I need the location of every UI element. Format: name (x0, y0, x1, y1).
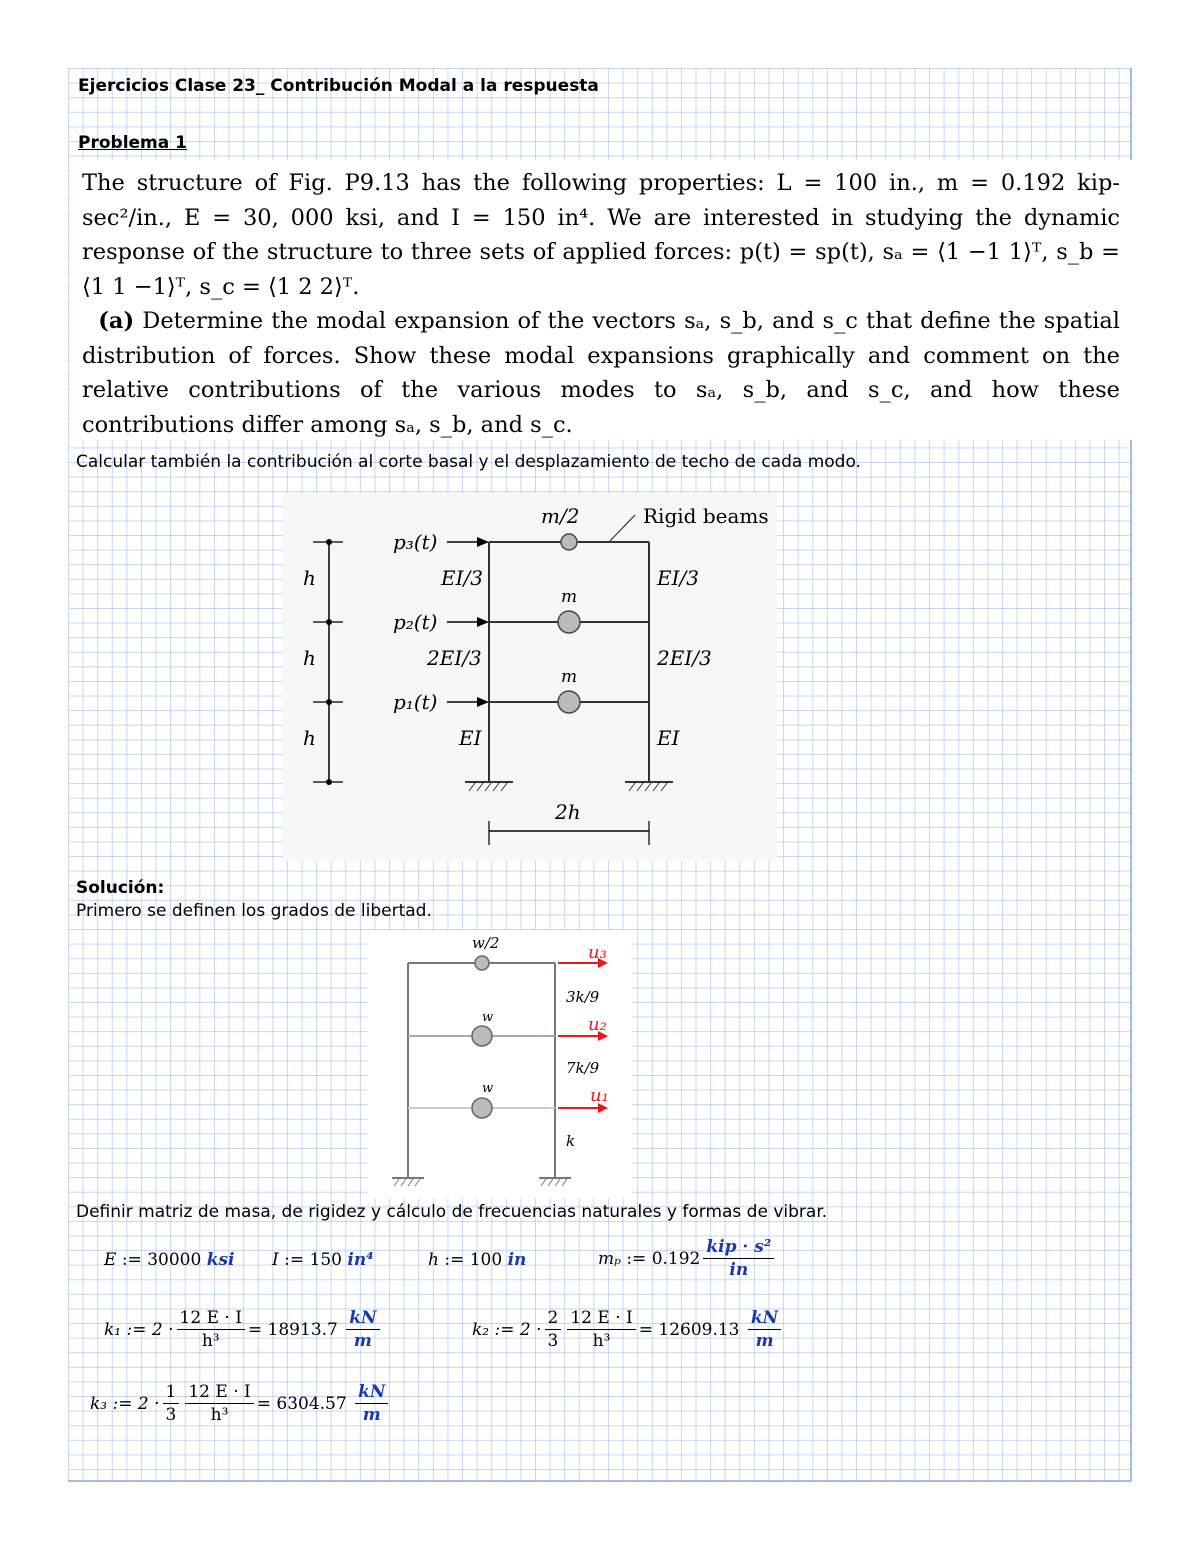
roof-mass-label: m/2 (541, 504, 580, 528)
instruction-note: Calcular también la contribución al corte basal y el desplazamiento de techo de cada modo. (76, 452, 861, 472)
force-label-p3: p₃(t) (393, 530, 438, 554)
stiffness-label-3: 3k/9 (566, 988, 600, 1006)
right-fixed-support (539, 1178, 571, 1186)
dof-label-u2: u₂ (588, 1014, 607, 1035)
stiffness-label-2-right: 2EI/3 (657, 646, 712, 670)
frame-figure (283, 493, 777, 861)
page-title: Ejercicios Clase 23_ Contribución Modal a la respuesta (78, 76, 599, 96)
equation-k1: k₁ := 2 · $\frac{12 E \cdot I}{\text{h³}}$ = 18913.7 $\frac{kN}{m}$ (104, 1307, 383, 1352)
equation-k3: k₃ := 2 · $\frac{1}{3}$ $\frac{12 E \cdot I}{\text{h³}}$ = 6304.57 $\frac{kN}{m}$ (90, 1381, 391, 1426)
solution-text: Primero se definen los grados de libertad. (76, 901, 432, 921)
equation-mp: mₚ := 0.192 $\frac{\text{kip · s²}}{in}$ (598, 1236, 777, 1281)
dof-label-u1: u₁ (590, 1085, 609, 1106)
stiffness-label-1: k (566, 1132, 576, 1150)
part-a-text: Determine the modal expansion of the vectors sₐ, s_b, and s_c that define the spatial distribution of forces. Show these modal expansions graphically and comment on the relative contributions of the various modes to sₐ, s_b, and s_c, and how these contributions differ among sₐ, s_b, and s_c. (82, 308, 1121, 438)
stiffness-label-2-left: 2EI/3 (427, 646, 482, 670)
roof-mass-circle (561, 534, 577, 550)
book-paragraph-1: The structure of Fig. P9.13 has the following properties: L = 100 in., m = 0.192 kip-sec²/in., E = 30, 000 ksi, and I = 150 in⁴. We are interested in studying the dynamic response of the structure to three sets of applied forces: p(t) = sp(t), sₐ = ⟨1 −1 1⟩ᵀ, s_b = ⟨1 1 −1⟩ᵀ, s_c = ⟨1 2 2⟩ᵀ. (82, 170, 1120, 300)
span-label: 2h (555, 800, 581, 824)
equation-I: I := 150 in⁴ (272, 1250, 374, 1270)
force-arrow-p2 (447, 617, 489, 627)
stiffness-label-2: 7k/9 (566, 1059, 600, 1077)
floor-1-weight-label: w (482, 1081, 494, 1096)
definition-text: Definir matriz de masa, de rigidez y cálculo de frecuencias naturales y formas de vibrar. (76, 1202, 828, 1222)
floor-2-weight-label: w (482, 1010, 494, 1025)
floor-1-weight-circle (472, 1098, 492, 1118)
height-label-1: h (303, 726, 316, 750)
right-fixed-support (625, 782, 673, 791)
rigid-beams-leader (609, 515, 635, 542)
part-a-label: (a) (98, 308, 135, 334)
floor-1-mass-label: m (561, 667, 578, 687)
dof-label-u3: u₃ (588, 942, 607, 963)
roof-weight-label: w/2 (472, 934, 500, 952)
problem-heading: Problema 1 (78, 133, 187, 153)
force-label-p1: p₁(t) (393, 690, 438, 714)
floor-2-weight-circle (472, 1026, 492, 1046)
book-excerpt (70, 160, 1132, 440)
book-paragraph-2 (82, 304, 1120, 442)
stiffness-label-3-right: EI/3 (657, 566, 699, 590)
left-fixed-support (465, 782, 513, 791)
stiffness-label-3-left: EI/3 (441, 566, 483, 590)
rigid-beams-label: Rigid beams (643, 504, 769, 528)
height-label-3: h (303, 566, 316, 590)
solution-heading: Solución: (76, 878, 165, 898)
dof-figure (368, 930, 632, 1198)
equation-k2: k₂ := 2 · $\frac{2}{3}$ $\frac{12 E \cdot I}{\text{h³}}$ = 12609.13 $\frac{kN}{m}$ (472, 1307, 784, 1352)
stiffness-label-1-left: EI (459, 726, 482, 750)
floor-1-mass-circle (558, 691, 580, 713)
equation-h: h := 100 in (428, 1250, 527, 1270)
force-arrow-p3 (447, 537, 489, 547)
roof-weight-circle (475, 956, 489, 970)
left-fixed-support (392, 1178, 424, 1186)
equation-E: E := 30000 ksi (104, 1250, 235, 1270)
floor-2-mass-label: m (561, 587, 578, 607)
stiffness-label-1-right: EI (657, 726, 680, 750)
force-label-p2: p₂(t) (393, 610, 438, 634)
floor-2-mass-circle (558, 611, 580, 633)
force-arrow-p1 (447, 697, 489, 707)
height-label-2: h (303, 646, 316, 670)
